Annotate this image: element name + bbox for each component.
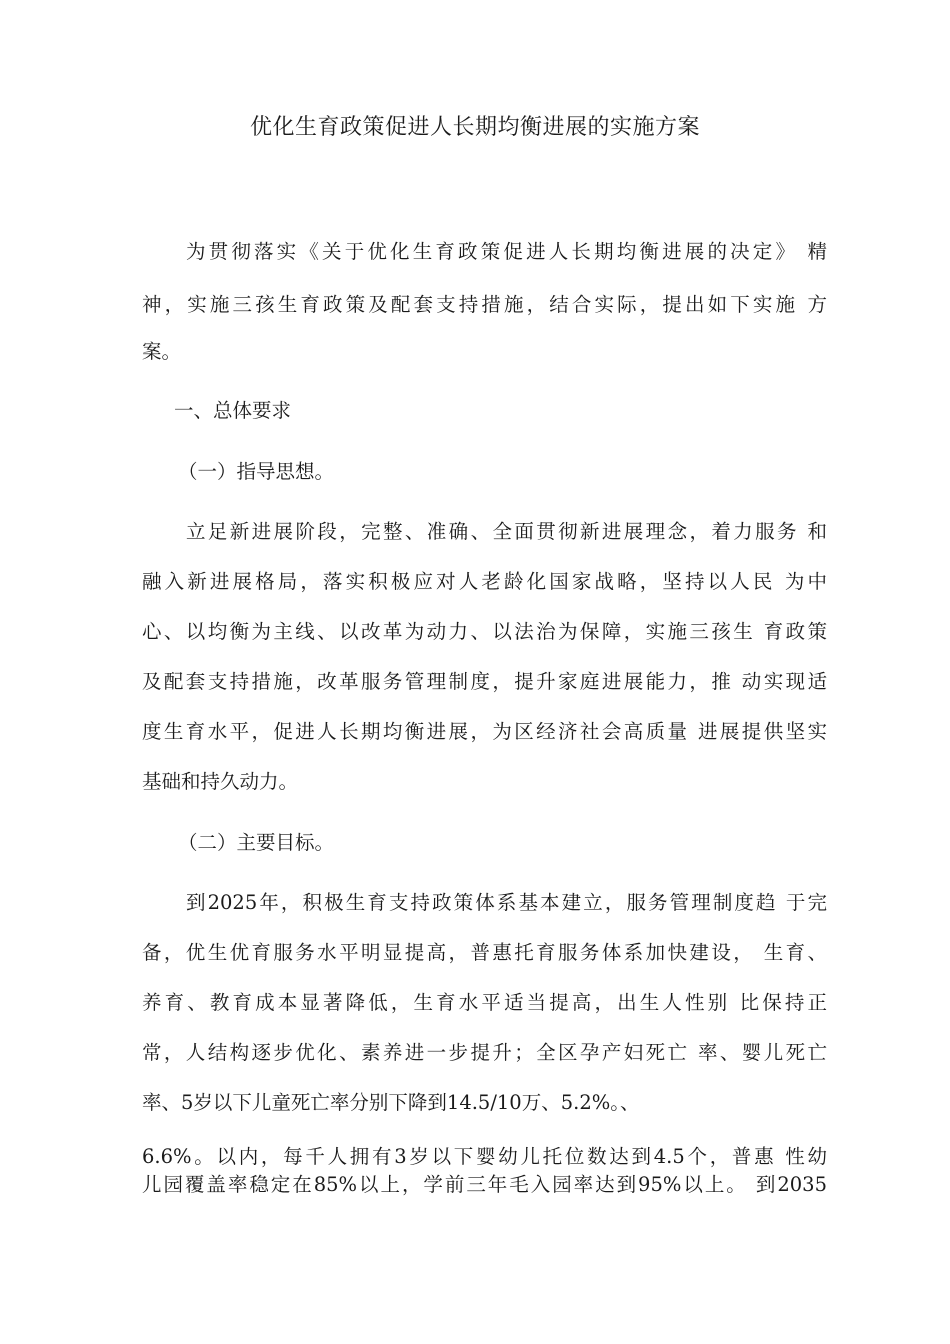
section-heading: 一、总体要求 xyxy=(174,399,292,422)
document-title: 优化生育政策促进人长期均衡进展的实施方案 xyxy=(249,115,700,140)
paragraph-line: 常，人结构逐步优化、素养进一步提升；全区孕产妇死亡 率、婴儿死亡 xyxy=(142,1041,827,1064)
paragraph-line: 儿园覆盖率稳定在85%以上，学前三年毛入园率达到95%以上。 到2035 xyxy=(142,1173,827,1196)
paragraph-line: 到2025年，积极生育支持政策体系基本建立，服务管理制度趋 于完 xyxy=(186,891,827,914)
paragraph-line: 心、以均衡为主线、以改革为动力、以法治为保障，实施三孩生 育政策 xyxy=(142,620,827,643)
paragraph-line: 率、5岁以下儿童死亡率分别下降到14.5/10万、5.2%。、 xyxy=(142,1091,640,1114)
paragraph-line: 基础和持久动力。 xyxy=(142,770,299,793)
paragraph-line: 度生育水平，促进人长期均衡进展，为区经济社会高质量 进展提供坚实 xyxy=(142,720,827,743)
paragraph-line: 及配套支持措施，改革服务管理制度，提升家庭进展能力，推 动实现适 xyxy=(142,670,827,693)
paragraph-line: 备，优生优育服务水平明显提高，普惠托育服务体系加快建设， 生育、 xyxy=(142,941,827,964)
paragraph-line: 6.6%。以内，每千人拥有3岁以下婴幼儿托位数达到4.5个，普惠 性幼 xyxy=(142,1145,827,1168)
paragraph-line: 神，实施三孩生育政策及配套支持措施，结合实际，提出如下实施 方 xyxy=(142,293,827,316)
subsection-heading: （一）指导思想。 xyxy=(178,460,335,483)
paragraph-line: 养育、教育成本显著降低，生育水平适当提高，出生人性别 比保持正 xyxy=(142,991,827,1014)
paragraph-line: 立足新进展阶段，完整、准确、全面贯彻新进展理念，着力服务 和 xyxy=(186,520,827,543)
paragraph-line: 案。 xyxy=(142,340,182,363)
paragraph-line: 为贯彻落实《关于优化生育政策促进人长期均衡进展的决定》 精 xyxy=(186,240,827,263)
subsection-heading: （二）主要目标。 xyxy=(178,831,335,854)
paragraph-line: 融入新进展格局，落实积极应对人老龄化国家战略，坚持以人民 为中 xyxy=(142,570,827,593)
